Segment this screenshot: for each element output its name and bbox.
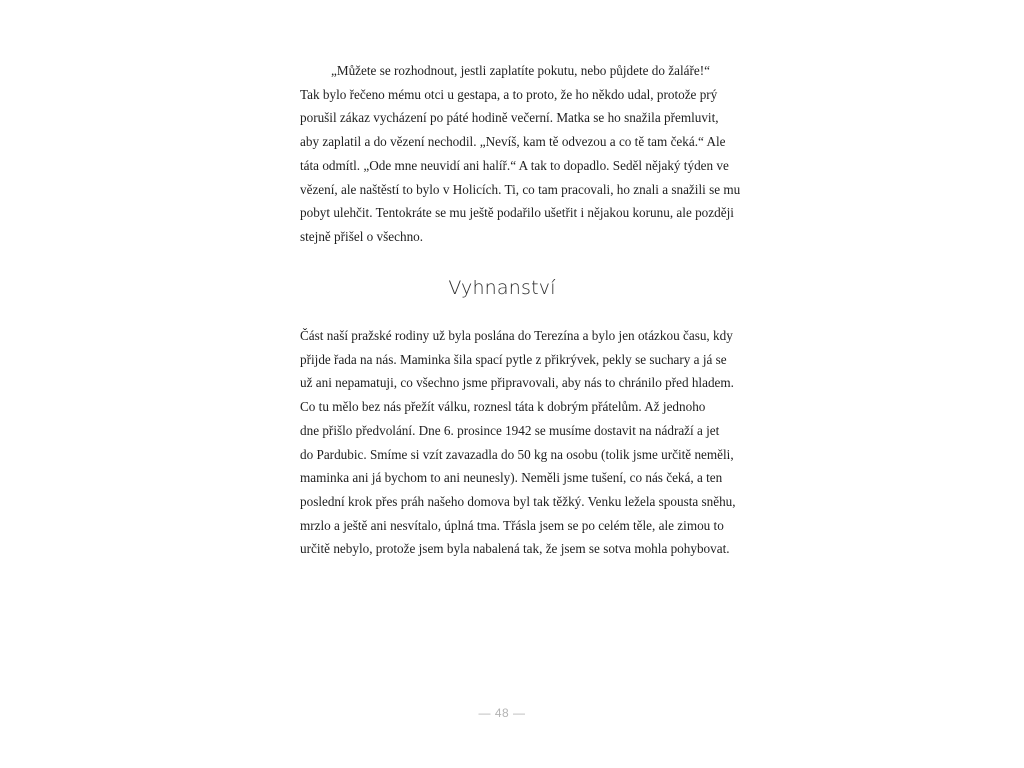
text-line: „Můžete se rozhodnout, jestli zaplatíte pokutu, nebo půjdete do žaláře!“	[331, 63, 710, 78]
paragraph-exile	[300, 324, 736, 561]
text-line: poslední krok přes práh našeho domova byl tak těžký. Venku ležela spousta sněhu,	[300, 493, 736, 509]
text-line: mrzlo a ještě ani nesvítalo, úplná tma. Třásla jsem se po celém těle, ale zimou to	[300, 517, 724, 533]
text-line: táta odmítl. „Ode mne neuvidí ani halíř.“ A tak to dopadlo. Seděl nějaký týden ve	[300, 157, 729, 173]
text-line: přijde řada na nás. Maminka šila spací pytle z přikrývek, pekly se suchary a já se	[300, 351, 727, 367]
text-line: už ani nepamatuji, co všechno jsme připravovali, aby nás to chránilo před hladem.	[300, 375, 734, 391]
text-line: Tak bylo řečeno mému otci u gestapa, a to proto, že ho někdo udal, protože prý	[300, 86, 718, 102]
text-line: stejně přišel o všechno.	[300, 228, 424, 244]
text-line: vězení, ale naštěstí to bylo v Holicích. Ti, co tam pracovali, ho znali a snažili se mu	[300, 181, 741, 197]
text-line: pobyt ulehčit. Tentokráte se mu ještě podařilo ušetřit i nějakou korunu, ale později	[300, 205, 734, 221]
text-line: Co tu mělo bez nás přežít válku, roznesl táta k dobrým přátelům. Až jednoho	[300, 399, 706, 415]
section-heading: Vyhnanství	[448, 277, 556, 299]
text-line: Část naší pražské rodiny už byla poslána do Terezína a bylo jen otázkou času, kdy	[300, 328, 733, 343]
text-line: porušil zákaz vycházení po páté hodině večerní. Matka se ho snažila přemluvit,	[300, 110, 719, 126]
page-number: — 48 —	[478, 706, 526, 720]
text-line: do Pardubic. Smíme si vzít zavazadla do 50 kg na osobu (tolik jsme určitě neměli,	[300, 446, 734, 462]
paragraph-gestapo	[300, 59, 741, 249]
text-line: dne přišlo předvolání. Dne 6. prosince 1942 se musíme dostavit na nádraží a jet	[300, 422, 720, 438]
text-line: určitě nebylo, protože jsem byla nabalená tak, že jsem se sotva mohla pohybovat.	[300, 541, 730, 557]
text-line: maminka ani já bychom to ani neunesly). Neměli jsme tušení, co nás čeká, a ten	[300, 470, 723, 486]
text-line: aby zaplatil a do vězení nechodil. „Nevíš, kam tě odvezou a co tě tam čeká.“ Ale	[300, 134, 726, 150]
